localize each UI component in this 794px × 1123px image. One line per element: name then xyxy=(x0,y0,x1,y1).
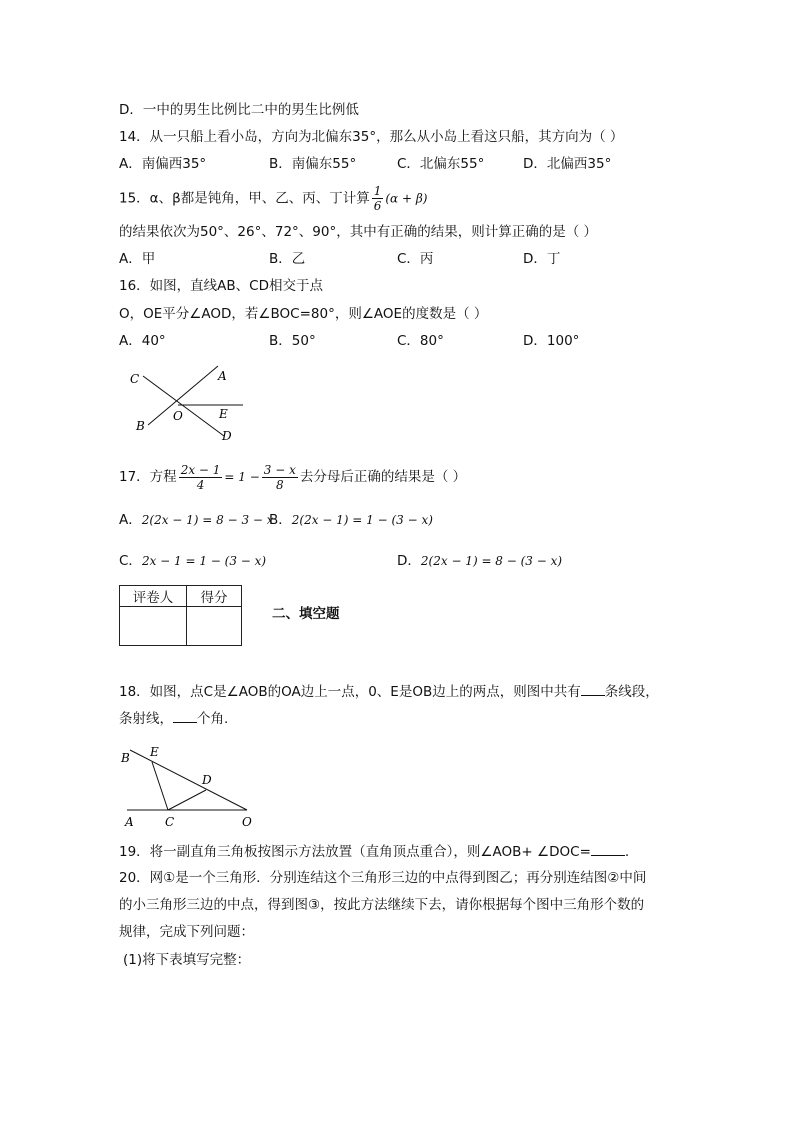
q13-option-d: D．一中的男生比例比二中的男生比例低 xyxy=(119,102,359,118)
q19-stem-text: 19．将一副直角三角板按图示方法放置（直角顶点重合），则∠AOB+ ∠DOC= xyxy=(119,844,591,860)
q15-frac-num: 1 xyxy=(373,184,382,198)
q17-option-d-expr: 2(2x − 1) = 8 − (3 − x) xyxy=(420,554,563,568)
label-a: A xyxy=(218,369,227,383)
q14-stem: 14．从一只船上看小岛，方向为北偏东35°，那么从小岛上看这只船，其方向为（ ） xyxy=(119,129,624,145)
segment-ec xyxy=(152,762,168,810)
ray-ob xyxy=(130,750,247,810)
q17-option-c xyxy=(119,551,266,571)
line-cd xyxy=(143,376,224,436)
q18-stem-line2 xyxy=(119,708,228,729)
label-o: O xyxy=(242,815,252,829)
q20-line3: 规律，完成下列问题： xyxy=(119,924,254,940)
q17-option-a-label: A． xyxy=(119,512,142,528)
q15-frac-expr: (α + β) xyxy=(385,191,428,206)
q17-option-a-expr: 2(2x − 1) = 8 − 3 − x xyxy=(141,513,274,527)
label-c: C xyxy=(165,815,175,829)
q16-stem-line2: O，OE平分∠AOD，若∠BOC=80°，则∠AOE的度数是（ ） xyxy=(119,306,488,322)
line-ab xyxy=(148,366,218,425)
q20-line1: 20．网①是一个三角形．分别连结这个三角形三边的中点得到图乙；再分别连结图②中间 xyxy=(119,870,647,886)
q18-figure xyxy=(116,742,256,830)
q16-option-a: A．40° xyxy=(119,333,166,349)
segment-cd xyxy=(168,790,206,810)
q18-stem-line1-tail: 条线段， xyxy=(604,684,659,700)
q20-line4: (1)将下表填写完整： xyxy=(123,952,251,968)
score-table-score-cell[interactable] xyxy=(187,607,242,646)
score-table xyxy=(119,585,242,646)
q20-line2: 的小三角形三边的中点，得到图③，按此方法继续下去，请你根据每个图中三角形个数的 xyxy=(119,897,645,913)
label-o: O xyxy=(173,409,183,423)
score-table-grader: 评卷人 xyxy=(120,586,187,607)
q15-option-d: D．丁 xyxy=(523,251,561,267)
q14-option-c: C．北偏东55° xyxy=(397,156,485,172)
q17-prefix: 17．方程 xyxy=(119,469,177,485)
q16-stem-line1: 16．如图，直线AB、CD相交于点 xyxy=(119,278,323,294)
q14-option-b: B．南偏东55° xyxy=(269,156,357,172)
q15-option-c: C．丙 xyxy=(397,251,434,267)
q18-stem-line1 xyxy=(119,681,659,702)
score-table-grader-cell[interactable] xyxy=(120,607,187,646)
q16-option-d: D．100° xyxy=(523,333,580,349)
q19-stem xyxy=(119,841,629,862)
label-d: D xyxy=(202,773,212,787)
q17-option-d-label: D． xyxy=(397,553,421,569)
q18-stem-line1-text: 18．如图，点C是∠AOB的OA边上一点，0、E是OB边上的两点，则图中共有 xyxy=(119,684,581,700)
q16-option-c: C．80° xyxy=(397,333,444,349)
q15-fraction xyxy=(372,184,384,213)
q17-option-d xyxy=(397,551,562,571)
label-b: B xyxy=(121,751,130,765)
q16-option-b: B．50° xyxy=(269,333,316,349)
q17-stem xyxy=(119,462,466,492)
q14-option-a: A．南偏西35° xyxy=(119,156,207,172)
label-e: E xyxy=(219,407,228,421)
q17-rhs-den: 8 xyxy=(276,477,284,492)
q15-stem-prefix: 15．α、β都是钝角，甲、乙、丙、丁计算 xyxy=(119,190,370,207)
q18-stem-line2-tail: 个角. xyxy=(197,711,229,727)
q15-frac-den: 6 xyxy=(373,199,382,213)
q17-suffix: 去分母后正确的结果是（ ） xyxy=(299,469,467,485)
label-d: D xyxy=(222,429,232,443)
q16-figure xyxy=(126,360,252,446)
score-table-score: 得分 xyxy=(187,586,242,607)
q17-middle: = 1 − xyxy=(224,470,260,484)
q17-lhs-den: 4 xyxy=(196,477,205,492)
q17-option-a xyxy=(119,510,274,530)
section-title: 二、填空题 xyxy=(272,606,340,622)
q17-lhs-fraction xyxy=(179,463,223,492)
q14-option-d: D．北偏西35° xyxy=(523,156,612,172)
q18-stem-line2-text: 条射线， xyxy=(119,711,173,727)
q15-stem-line2: 的结果依次为50°、26°、72°、90°，其中有正确的结果，则计算正确的是（ ） xyxy=(119,224,598,240)
q17-option-c-expr: 2x − 1 = 1 − (3 − x) xyxy=(141,554,267,568)
q15-option-a: A．甲 xyxy=(119,251,156,267)
q17-option-b-label: B． xyxy=(269,512,292,528)
q19-blank[interactable] xyxy=(591,841,625,856)
label-a: A xyxy=(125,815,134,829)
q17-option-c-label: C． xyxy=(119,553,142,569)
q15-option-b: B．乙 xyxy=(269,251,306,267)
q17-rhs-num: 3 − x xyxy=(263,462,296,477)
label-c: C xyxy=(130,372,140,386)
q17-option-b-expr: 2(2x − 1) = 1 − (3 − x) xyxy=(291,513,433,527)
label-e: E xyxy=(150,745,159,759)
q17-rhs-fraction xyxy=(262,463,298,492)
q17-option-b xyxy=(269,510,433,530)
q18-blank-segments[interactable] xyxy=(581,681,605,696)
q15-stem xyxy=(119,184,427,213)
q17-lhs-num: 2x − 1 xyxy=(180,462,221,477)
label-b: B xyxy=(136,419,145,433)
q19-tail: . xyxy=(624,844,630,860)
q18-blank-angles[interactable] xyxy=(173,708,197,723)
